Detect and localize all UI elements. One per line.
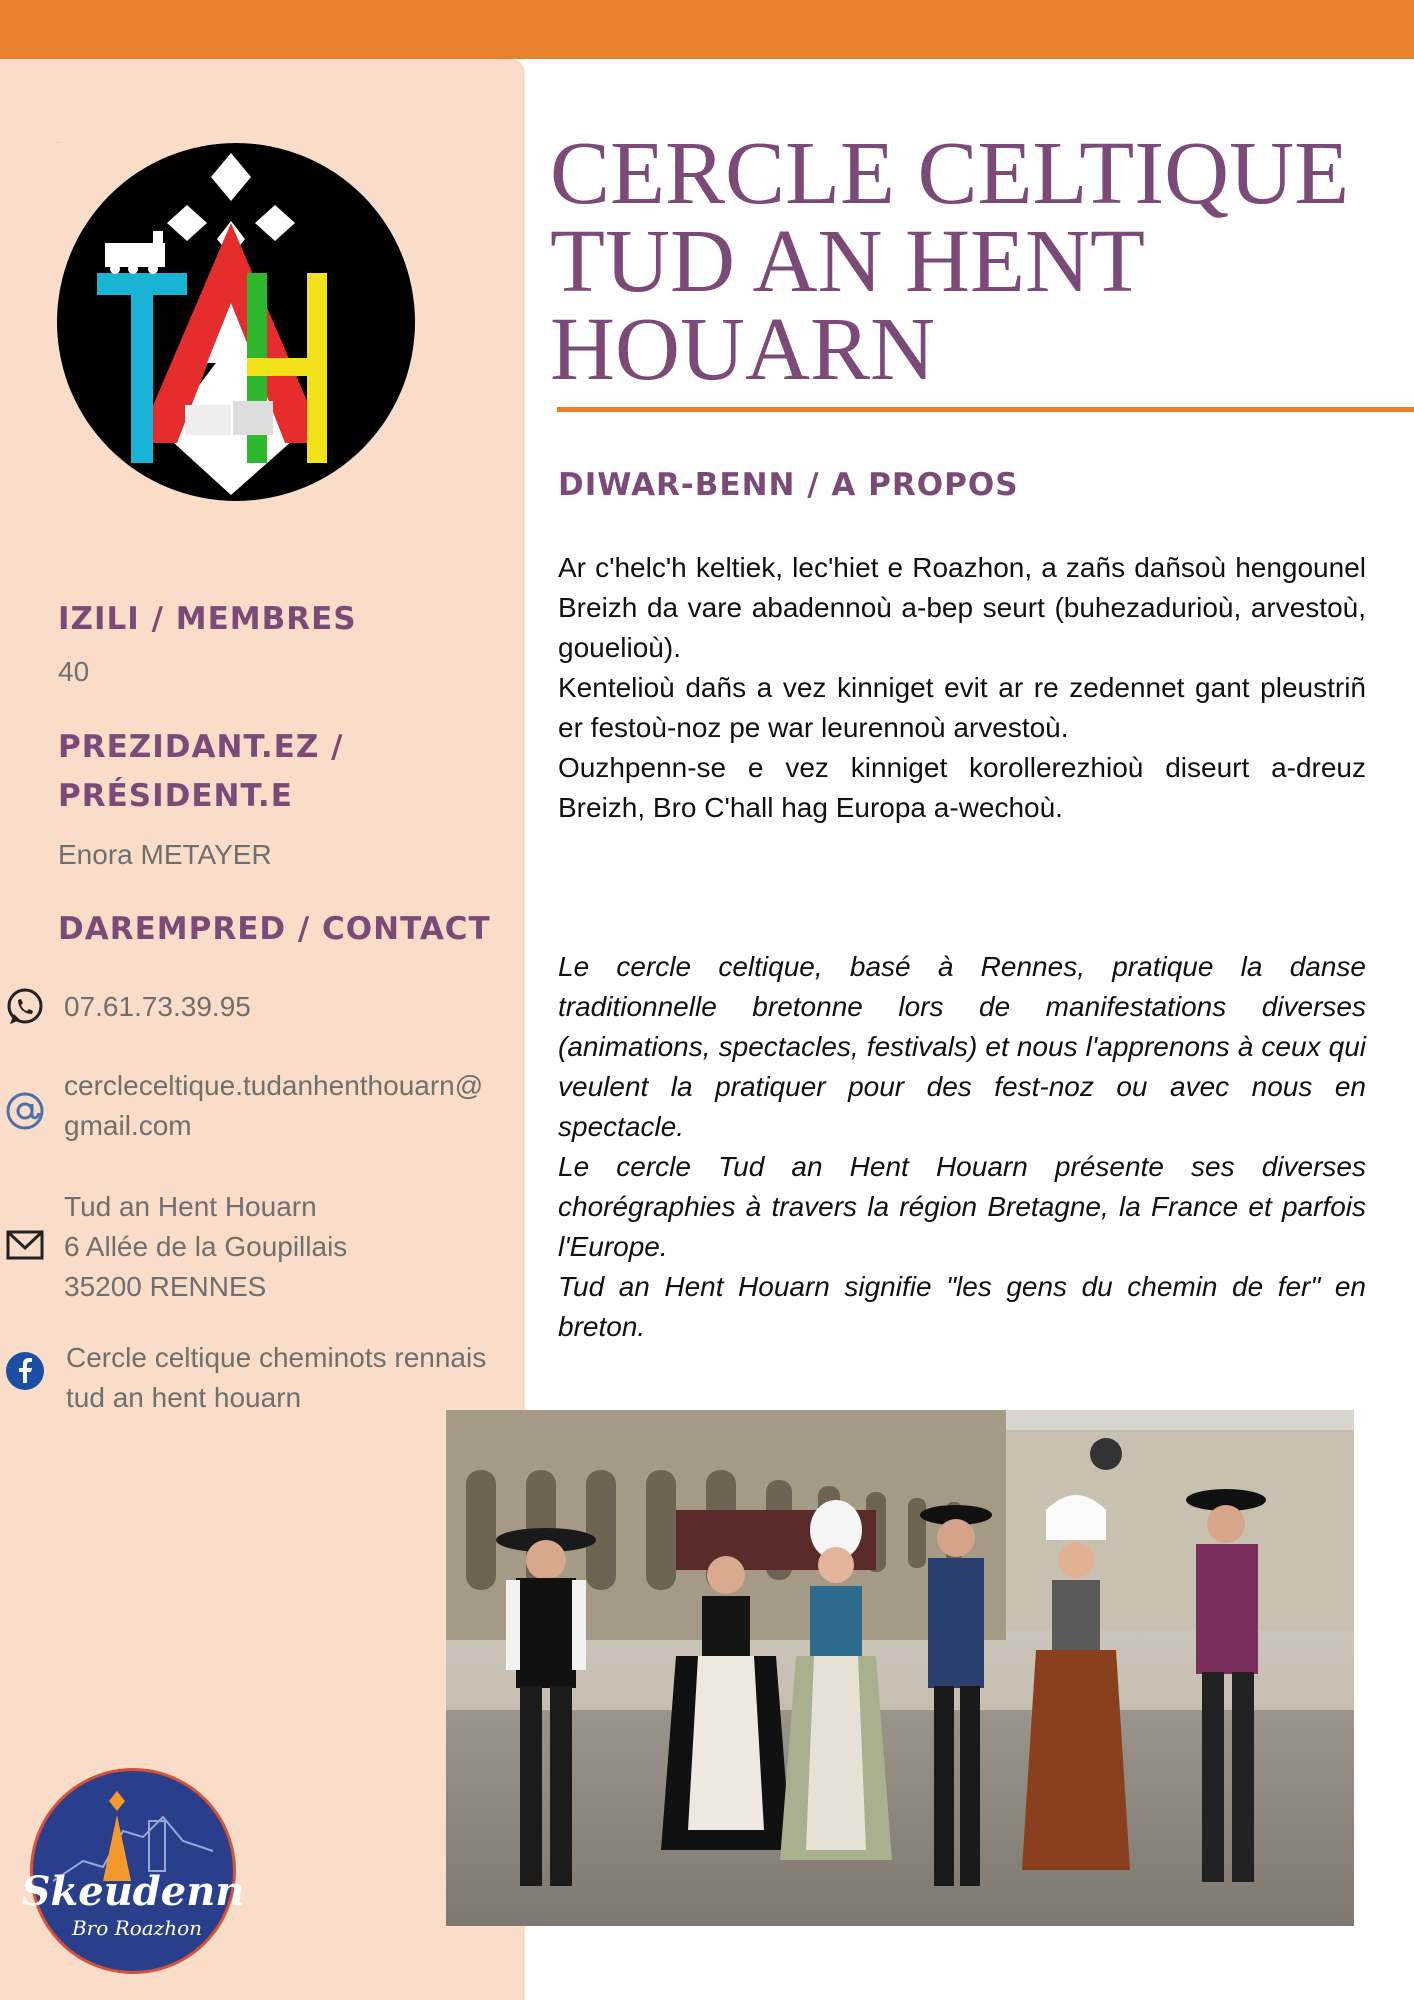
- page-title: [550, 124, 1400, 399]
- mail-envelope-icon: [4, 1224, 46, 1266]
- facebook-icon[interactable]: [4, 1350, 46, 1392]
- french-paragraph-3: Tud an Hent Houarn signifie "les gens du chemin de fer" en breton.: [558, 1271, 1366, 1342]
- breton-paragraph-1: Ar c'helc'h keltiek, lec'hiet e Roazhon, a zañs dañsoù hengounel Breizh da vare abadennoù a-bep seurt (buhezadurioù, arvestoù, gouelioù).: [558, 552, 1366, 663]
- phone-number[interactable]: 07.61.73.39.95: [64, 991, 251, 1022]
- members-count: 40: [58, 656, 90, 687]
- president-name: Enora METAYER: [58, 839, 272, 870]
- contact-heading: DAREMPRED / CONTACT: [58, 911, 491, 947]
- skeudenn-sub: Bro Roazhon: [71, 1916, 203, 1940]
- title-line1: CERCLE CELTIQUE: [550, 124, 1350, 223]
- about-breton: [558, 548, 1366, 828]
- about-french: [558, 947, 1366, 1347]
- president-heading-line1: PREZIDANT.EZ /: [58, 729, 344, 765]
- dancers-photo-illustration: [446, 1410, 1354, 1926]
- tah-logo-letters: TAH: [57, 143, 59, 144]
- top-accent-bar: [0, 0, 1414, 59]
- skeudenn-logo: [21, 1768, 245, 1974]
- title-line3: HOUARN: [550, 300, 936, 399]
- address-line3: 35200 RENNES: [64, 1271, 267, 1302]
- address-line2: 6 Allée de la Goupillais: [64, 1231, 348, 1262]
- french-paragraph-1: Le cercle celtique, basé à Rennes, pratique la danse traditionnelle bretonne lors de manifestations diverses (animations, spectacles, festivals) et nous l'apprenons à ceux qui veulent la pratiquer pour des fest-noz ou avec nous en spectacle.: [558, 951, 1366, 1142]
- breton-paragraph-2: Kentelioù dañs a vez kinniget evit ar re zedennet gant pleustriñ er festoù-noz pe war leurennoù arvestoù.: [558, 672, 1366, 743]
- president-heading-line2: PRÉSIDENT.E: [58, 778, 293, 814]
- skeudenn-logo-graphic: [21, 1771, 245, 1971]
- address-line1: Tud an Hent Houarn: [64, 1191, 317, 1222]
- members-heading: IZILI / MEMBRES: [58, 601, 357, 637]
- facebook-line1[interactable]: Cercle celtique cheminots rennais: [66, 1342, 487, 1373]
- title-divider: [557, 407, 1414, 412]
- title-line2: TUD AN HENT: [550, 212, 1145, 311]
- about-heading: DIWAR-BENN / A PROPOS: [558, 467, 1019, 503]
- facebook-line2[interactable]: tud an hent houarn: [66, 1382, 302, 1413]
- french-paragraph-2: Le cercle Tud an Hent Houarn présente ses diverses chorégraphies à travers la région Bretagne, la France et parfois l'Europe.: [558, 1151, 1366, 1262]
- breton-paragraph-3: Ouzhpenn-se e vez kinniget korollerezhioù diseurt a-dreuz Breizh, Bro C'hall hag Europa a-wechoù.: [558, 752, 1366, 823]
- skeudenn-name: Skeudenn: [21, 1868, 245, 1915]
- email-line2[interactable]: gmail.com: [64, 1110, 192, 1141]
- whatsapp-icon: [4, 986, 46, 1028]
- at-icon: [4, 1090, 46, 1132]
- email-line1[interactable]: cercleceltique.tudanhenthouarn@: [64, 1070, 484, 1101]
- tah-logo: [57, 143, 415, 501]
- dancers-photo: [446, 1410, 1354, 1926]
- tah-logo-graphic: [57, 143, 415, 501]
